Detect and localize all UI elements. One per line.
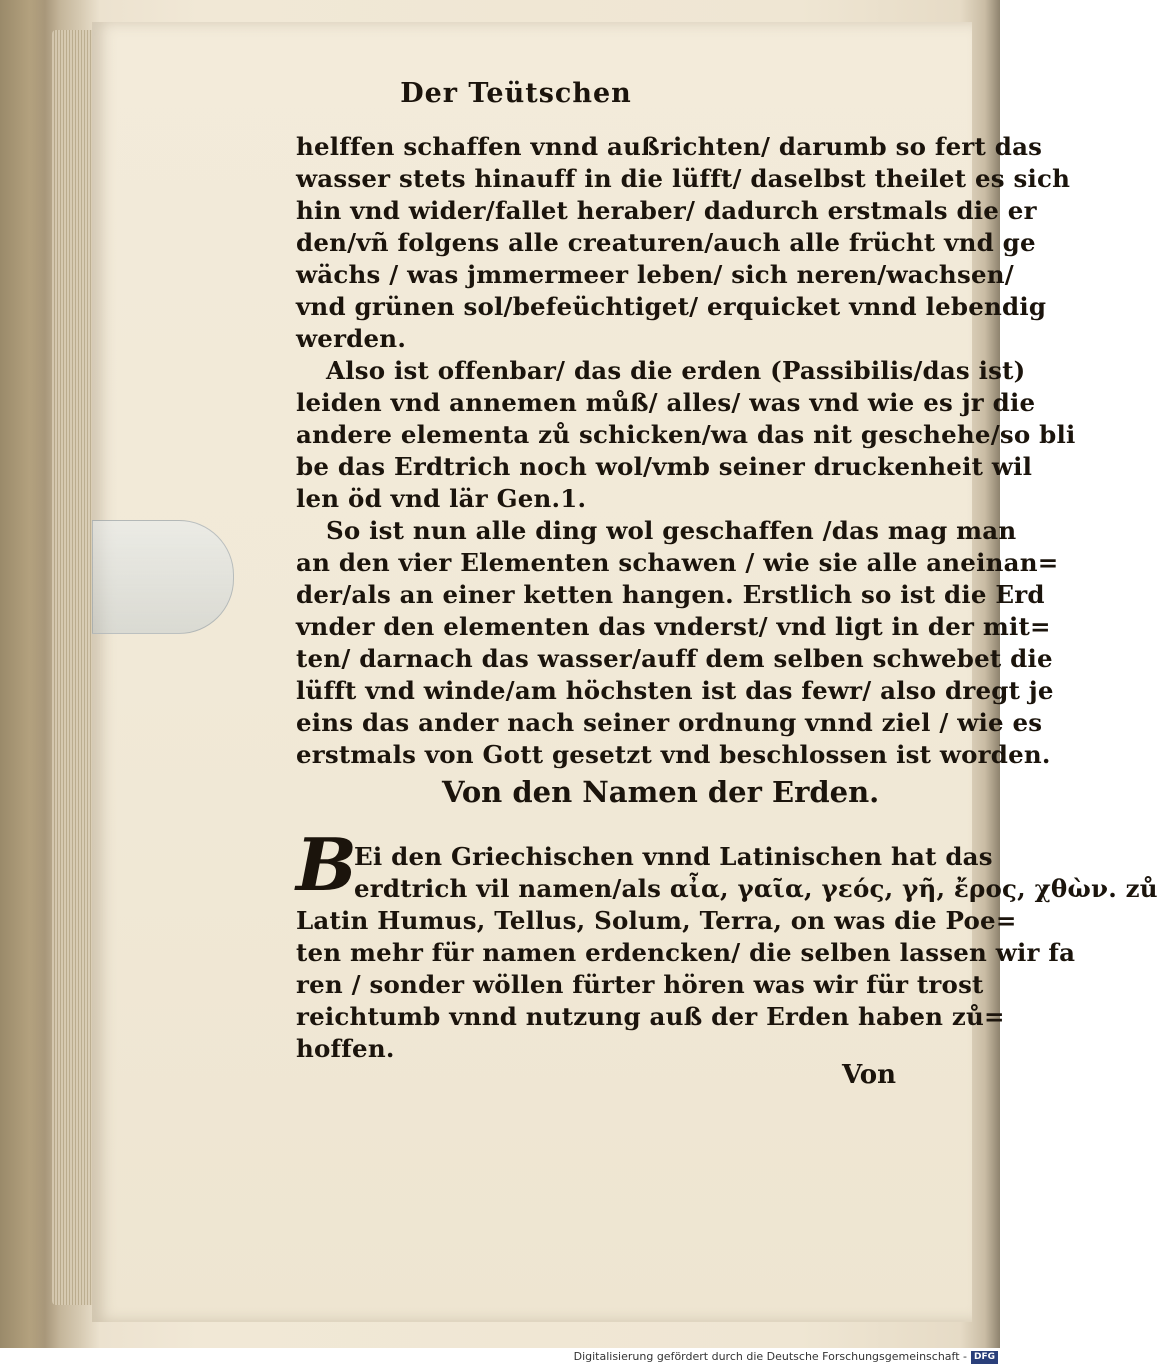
text-line: Ei den Griechischen vnnd Latinischen hat das xyxy=(354,842,993,871)
section-title: Von den Namen der Erden. xyxy=(442,775,880,809)
text-line: So ist nun alle ding wol geschaffen /das mag man xyxy=(326,516,1017,545)
text-line: erstmals von Gott gesetzt vnd beschlossen ist worden. xyxy=(296,740,1051,769)
text-line: reichtumb vnnd nutzung auß der Erden haben zů= xyxy=(296,1002,1005,1031)
dfg-logo: DFG xyxy=(971,1351,998,1364)
text-line: eins das ander nach seiner ordnung vnnd ziel / wie es xyxy=(296,708,1043,737)
text-line: werden. xyxy=(296,324,407,353)
text-line: erdtrich vil namen/als αἶα, γαῖα, γεός, γῆ, ἔρος, χθὼν. zů xyxy=(354,874,1158,903)
text-line: wächs / was jmmermeer leben/ sich neren/wachsen/ xyxy=(296,260,1014,289)
text-line: vnder den elementen das vnderst/ vnd ligt in der mit= xyxy=(296,612,1051,641)
text-line: lüfft vnd winde/am höchsten ist das fewr/ also dregt je xyxy=(296,676,1054,705)
text-line: leiden vnd annemen můß/ alles/ was vnd wie es jr die xyxy=(296,388,1036,417)
text-line: ren / sonder wöllen fürter hören was wir für trost xyxy=(296,970,984,999)
page-clip xyxy=(92,520,234,634)
text-line: ten/ darnach das wasser/auff dem selben schwebet die xyxy=(296,644,1053,673)
text-line: helffen schaffen vnnd außrichten/ darumb so fert das xyxy=(296,132,1043,161)
text-line: be das Erdtrich noch wol/vmb seiner druckenheit wil xyxy=(296,452,1033,481)
footer-bar xyxy=(0,1348,1000,1365)
running-head: Der Teütschen xyxy=(400,78,632,109)
text-line: hin vnd wider/fallet heraber/ dadurch erstmals die er xyxy=(296,196,1037,225)
text-line: der/als an einer ketten hangen. Erstlich so ist die Erd xyxy=(296,580,1045,609)
text-line: an den vier Elementen schawen / wie sie alle aneinan= xyxy=(296,548,1059,577)
footer-credit: Digitalisierung gefördert durch die Deutsche Forschungsgemeinschaft - xyxy=(573,1350,967,1363)
text-line: Latin Humus, Tellus, Solum, Terra, on was die Poe= xyxy=(296,906,1017,935)
catchword: Von xyxy=(842,1060,897,1090)
text-line: ten mehr für namen erdencken/ die selben lassen wir fa xyxy=(296,938,1076,967)
initial-letter: B xyxy=(296,822,357,907)
text-line: andere elementa zů schicken/wa das nit geschehe/so bli xyxy=(296,420,1076,449)
text-line: hoffen. xyxy=(296,1034,395,1063)
text-line: vnd grünen sol/befeüchtiget/ erquicket vnnd lebendig xyxy=(296,292,1047,321)
text-line: den/vñ folgens alle creaturen/auch alle frücht vnd ge xyxy=(296,228,1036,257)
text-line: wasser stets hinauff in die lüfft/ daselbst theilet es sich xyxy=(296,164,1071,193)
text-line: Also ist offenbar/ das die erden (Passibilis/das ist) xyxy=(326,356,1026,385)
text-line: len öd vnd lär Gen.1. xyxy=(296,484,587,513)
